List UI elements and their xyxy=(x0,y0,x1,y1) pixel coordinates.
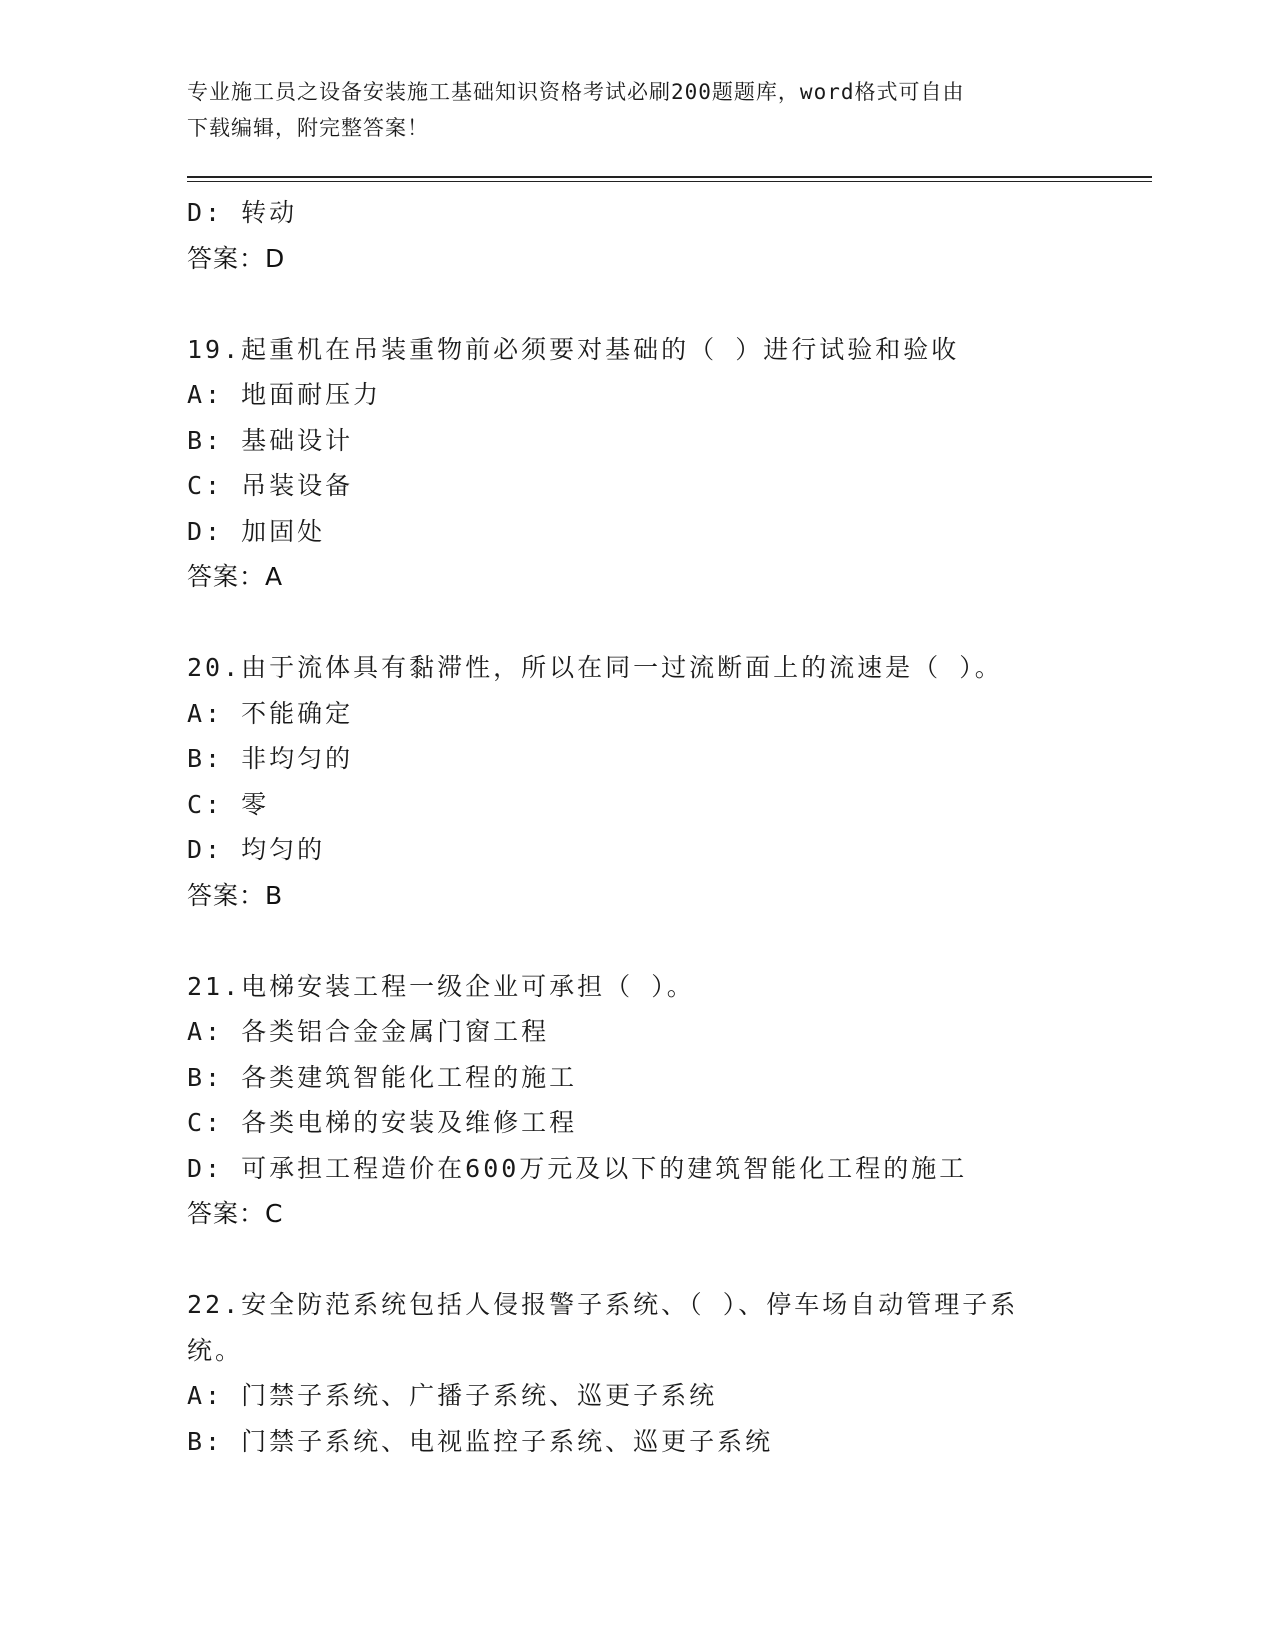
question-20 xyxy=(187,645,1107,918)
answer-line: 答案：B xyxy=(187,880,284,910)
spacer xyxy=(187,600,1107,646)
option-d: D: 转动 xyxy=(187,198,298,227)
question-text: 19.起重机在吊装重物前必须要对基础的（ ）进行试验和验收 xyxy=(187,334,960,364)
header-title-line-2: 下载编辑，附完整答案！ xyxy=(187,116,429,140)
option-c: C: 各类电梯的安装及维修工程 xyxy=(187,1108,578,1137)
question-text-line-1: 22.安全防范系统包括人侵报警子系统、（ ）、停车场自动管理子系 xyxy=(187,1290,1019,1319)
spacer xyxy=(187,918,1107,964)
question-text: 20.由于流体具有黏滞性，所以在同一过流断面上的流速是（ ）。 xyxy=(187,653,1003,682)
option-b: B: 基础设计 xyxy=(187,425,354,455)
question-21 xyxy=(187,964,1107,1237)
option-a: A: 不能确定 xyxy=(187,698,354,728)
option-b: B: 门禁子系统、电视监控子系统、巡更子系统 xyxy=(187,1426,774,1456)
header-rule-thick xyxy=(187,176,1152,178)
option-d: D: 加固处 xyxy=(187,516,326,546)
option-b: B: 各类建筑智能化工程的施工 xyxy=(187,1062,578,1092)
header-rule-thin xyxy=(187,181,1152,182)
option-c: C: 零 xyxy=(187,789,270,819)
answer-line: 答案：A xyxy=(187,562,284,591)
option-c: C: 吊装设备 xyxy=(187,471,354,500)
option-d: D: 可承担工程造价在600万元及以下的建筑智能化工程的施工 xyxy=(187,1153,968,1183)
spacer xyxy=(187,281,1107,327)
option-a: A: 地面耐压力 xyxy=(187,380,382,409)
question-22 xyxy=(187,1282,1107,1464)
option-b: B: 非均匀的 xyxy=(187,744,354,773)
option-a: A: 门禁子系统、广播子系统、巡更子系统 xyxy=(187,1381,718,1410)
question-list xyxy=(187,190,1107,1464)
question-text: 21.电梯安装工程一级企业可承担（ ）。 xyxy=(187,971,695,1001)
answer-line: 答案：C xyxy=(187,1199,284,1228)
question-18-tail xyxy=(187,190,1107,281)
option-a: A: 各类铝合金金属门窗工程 xyxy=(187,1017,550,1046)
spacer xyxy=(187,1237,1107,1283)
answer-line: 答案：D xyxy=(187,243,286,273)
header-title-line-1: 专业施工员之设备安装施工基础知识资格考试必刷200题题库，word格式可自由 xyxy=(187,80,965,104)
option-d: D: 均匀的 xyxy=(187,835,326,864)
page-header xyxy=(187,74,1087,146)
question-text-line-2: 统。 xyxy=(187,1335,244,1365)
question-19 xyxy=(187,327,1107,600)
